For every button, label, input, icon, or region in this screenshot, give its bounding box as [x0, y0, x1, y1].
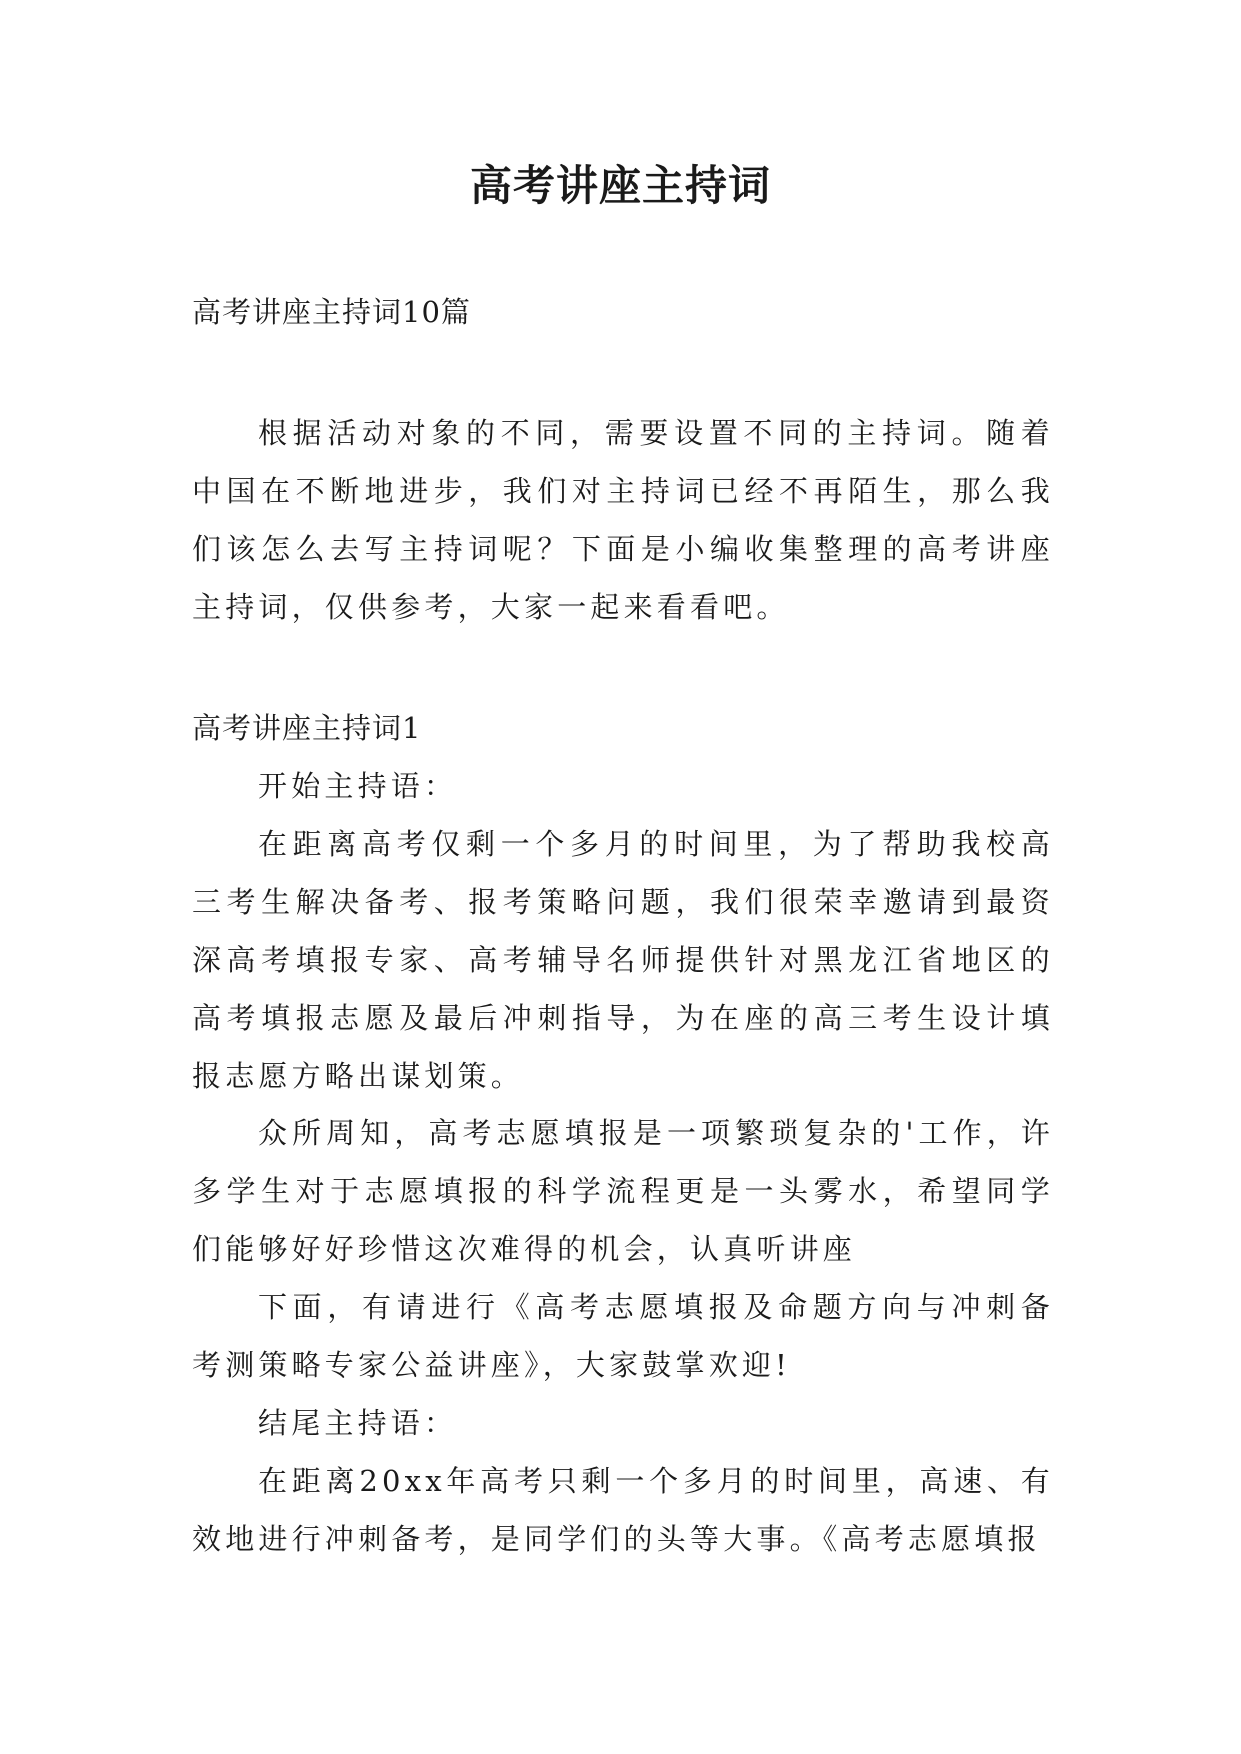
- body-paragraph: 下面，有请进行《高考志愿填报及命题方向与冲刺备考测策略专家公益讲座》，大家鼓掌欢迎!: [192, 1290, 1054, 1382]
- body-paragraph: 在距离20xx年高考只剩一个多月的时间里，高速、有效地进行冲刺备考，是同学们的头等大事。《高考志愿填报: [192, 1464, 1054, 1556]
- document-title: 高考讲座主持词: [469, 161, 771, 210]
- section-heading: 高考讲座主持词1: [192, 711, 422, 745]
- opening-label: 开始主持语：: [258, 769, 458, 803]
- document-subtitle: 高考讲座主持词10篇: [192, 295, 471, 329]
- closing-label: 结尾主持语：: [258, 1406, 458, 1440]
- body-paragraph: 众所周知，高考志愿填报是一项繁琐复杂的'工作，许多学生对于志愿填报的科学流程更是一头雾水，希望同学们能够好好珍惜这次难得的机会，认真听讲座: [192, 1116, 1054, 1266]
- intro-paragraph: 根据活动对象的不同，需要设置不同的主持词。随着中国在不断地进步，我们对主持词已经不再陌生，那么我们该怎么去写主持词呢？下面是小编收集整理的高考讲座主持词，仅供参考，大家一起来看看吧。: [192, 416, 1054, 624]
- body-paragraph: 在距离高考仅剩一个多月的时间里，为了帮助我校高三考生解决备考、报考策略问题，我们很荣幸邀请到最资深高考填报专家、高考辅导名师提供针对黑龙江省地区的高考填报志愿及最后冲刺指导，为在座的高三考生设计填报志愿方略出谋划策。: [192, 827, 1054, 1093]
